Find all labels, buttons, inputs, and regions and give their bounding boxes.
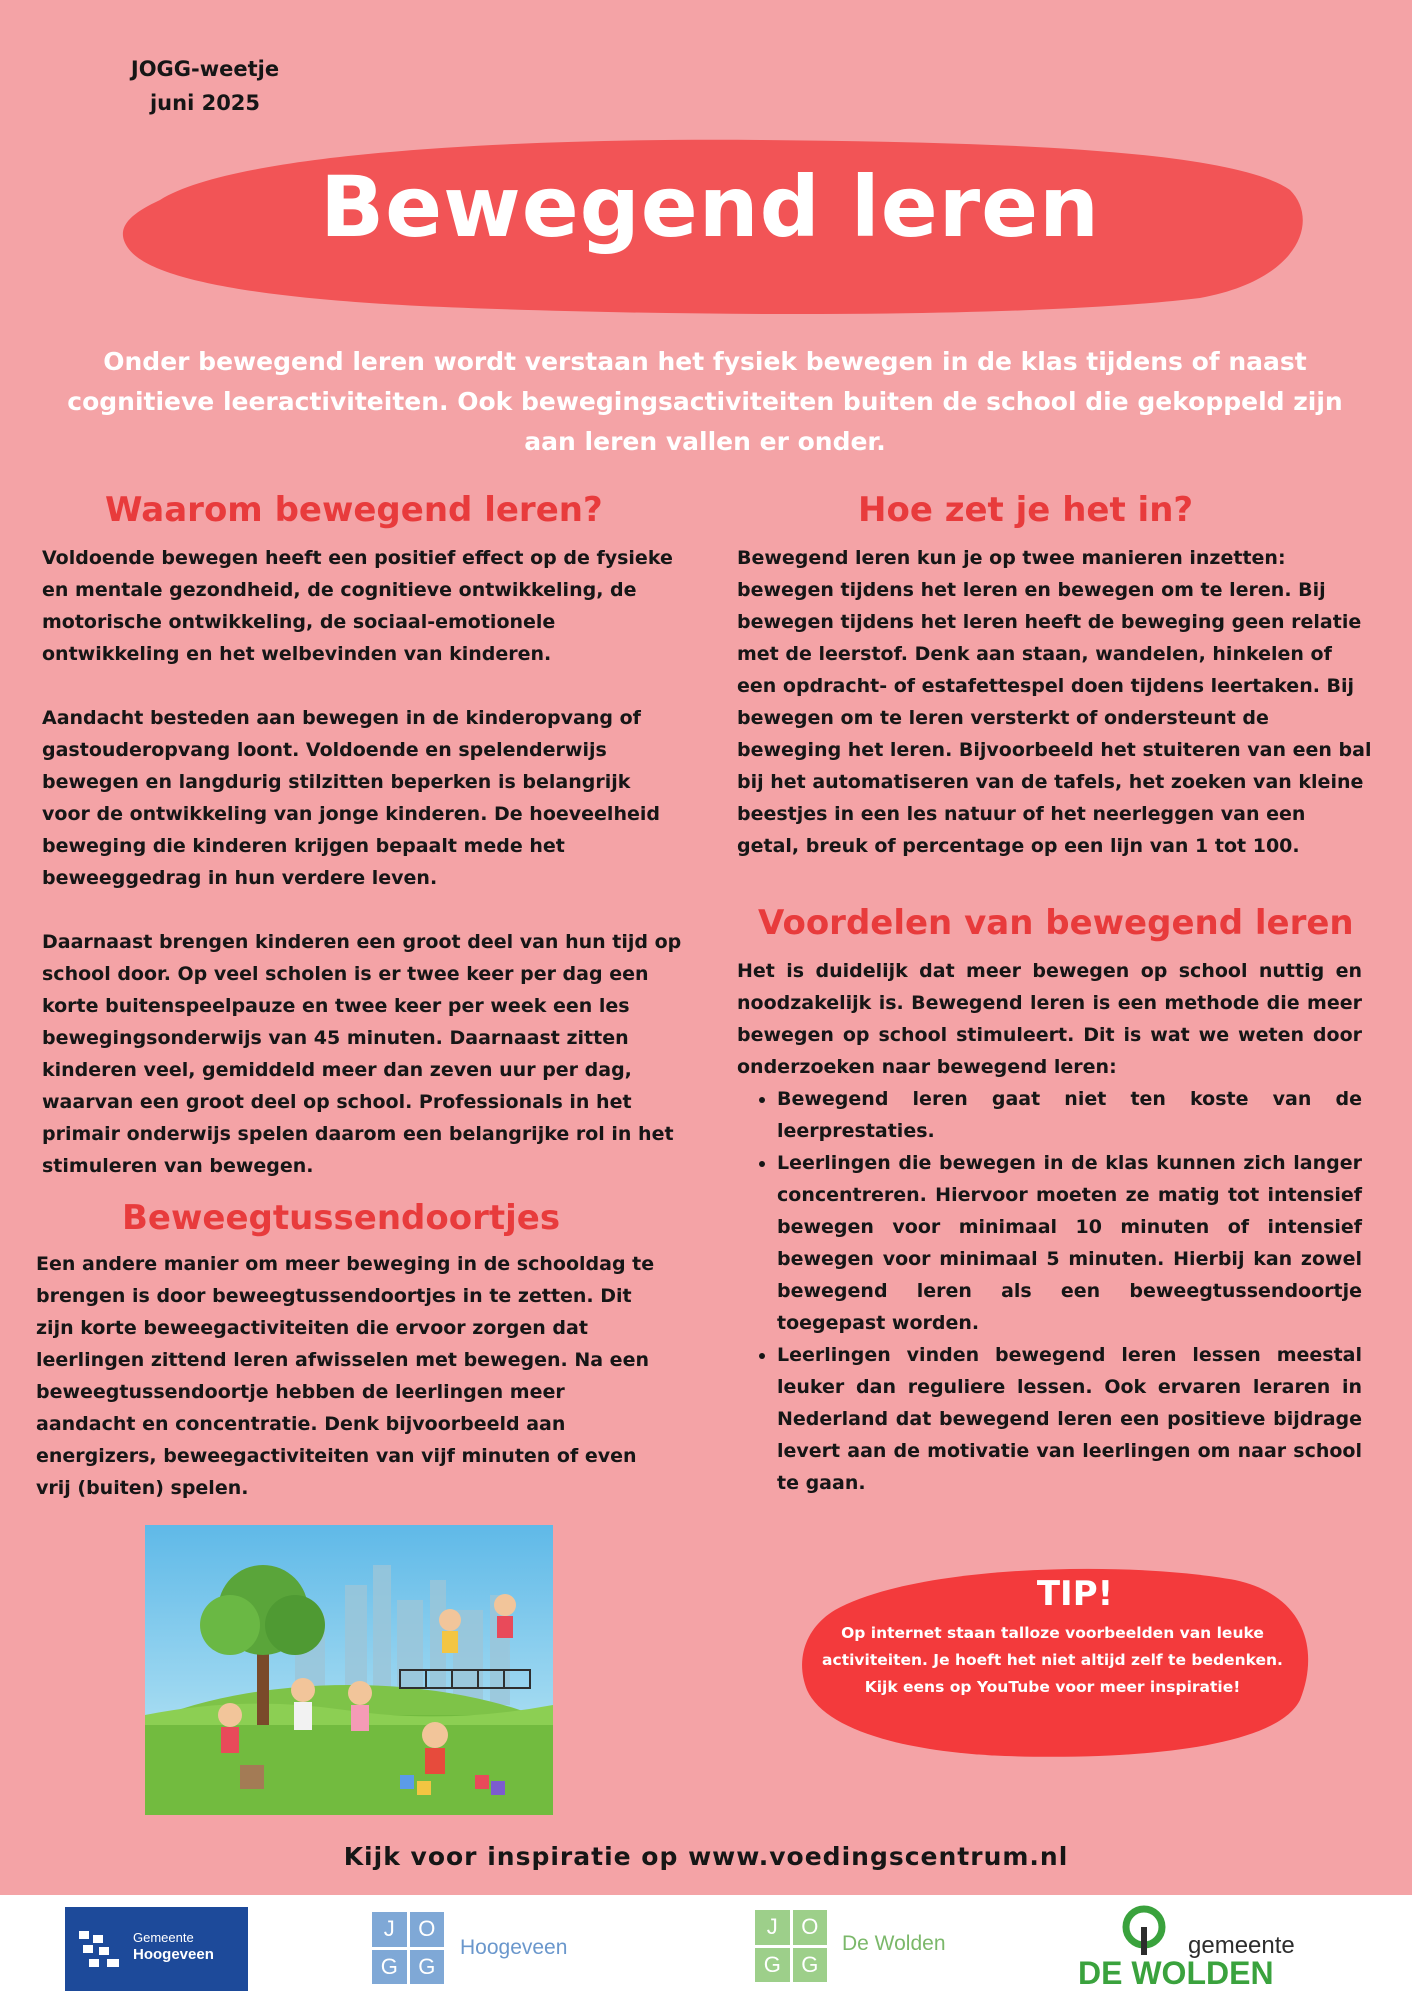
issue-date: juni 2025 xyxy=(149,91,261,115)
voordelen-body xyxy=(737,955,1362,1499)
inzetten-heading: Hoe zet je het in? xyxy=(858,490,1194,530)
hoogeveen-line1: Gemeente xyxy=(133,1930,194,1945)
inspiration-link[interactable]: Kijk voor inspiratie op www.voedingscentrum.nl xyxy=(343,1842,1069,1871)
tussendoortjes-heading: Beweegtussendoortjes xyxy=(122,1198,561,1238)
tussendoortjes-body: Een andere manier om meer beweging in de schooldag te brengen is door beweegtussendoortjes in te zetten. Dit zijn korte beweegactiviteiten die ervoor zorgen dat leerlingen zittend leren afwisselen met bewegen. Na een beweegtussendoortje hebben de leerlingen meer aandacht en concentratie. Denk bijvoorbeeld aan energizers, beweegactiviteiten van vijf minuten of even vrij (buiten) spelen. xyxy=(36,1253,655,1499)
list-item: • Leerlingen die bewegen in de klas kunnen zich langer concentreren. Hiervoor moeten ze matig tot intensief bewegen voor minimaal 10 minuten of intensief bewegen voor minimaal 5 minuten. Hierbij kan zowel bewegend leren als een beweegtussendoortje toegepast worden. xyxy=(777,1147,1362,1339)
jogg-hoogeveen-label: Hoogeveen xyxy=(460,1936,568,1959)
gemeente-hoogeveen-logo xyxy=(65,1907,248,1991)
waarom-paragraph: Daarnaast brengen kinderen een groot deel van hun tijd op school door. Op veel scholen is er twee keer per dag een korte buitenspeelpauze en twee keer per week een les bewegingsonderwijs van 45 minuten. Daarnaast zitten kinderen veel, gemiddeld meer dan zeven uur per dag, waarvan een groot deel op school. Professionals in het primair onderwijs spelen daarom een belangrijke rol in het stimuleren van bewegen. xyxy=(42,931,682,1177)
list-item: • Leerlingen vinden bewegend leren lessen meestal leuker dan reguliere lessen. Ook ervaren leraren in Nederland dat bewegend leren een positieve bijdrage levert aan de motivatie van leerlingen om naar school te gaan. xyxy=(777,1339,1362,1499)
issue-meta xyxy=(120,52,290,120)
wolden-line2: DE WOLDEN xyxy=(1078,1955,1274,1991)
list-item: • Bewegend leren gaat niet ten koste van de leerprestaties. xyxy=(777,1083,1362,1147)
series-label: JOGG-weetje xyxy=(130,57,280,81)
waarom-paragraph: Voldoende bewegen heeft een positief effect op de fysieke en mentale gezondheid, de cognitieve ontwikkeling, de motorische ontwikkeling, de sociaal-emotionele ontwikkeling en het welbevinden van kinderen. xyxy=(42,547,673,665)
hoogeveen-emblem-icon xyxy=(77,1929,123,1971)
waarom-heading: Waarom bewegend leren? xyxy=(105,490,603,530)
jogg-hoogeveen-logo: J O G G xyxy=(372,1912,444,1984)
intro-text: Onder bewegend leren wordt verstaan het fysiek bewegen in de klas tijdens of naast cognitieve leeractiviteiten. Ook bewegingsactiviteiten buiten de school die gekoppeld zijn aan leren vallen er onder. xyxy=(67,347,1343,456)
page-title: Bewegend leren xyxy=(320,158,1100,256)
hoogeveen-line2: Hoogeveen xyxy=(133,1946,214,1963)
voordelen-heading: Voordelen van bewegend leren xyxy=(758,903,1354,943)
tip-title: TIP! xyxy=(1036,1574,1114,1614)
children-playing-illustration xyxy=(145,1525,553,1815)
voordelen-intro: Het is duidelijk dat meer bewegen op school nuttig en noodzakelijk is. Bewegend leren is een methode die meer bewegen op school stimuleert. Dit is wat we weten door onderzoeken naar bewegend leren: xyxy=(737,960,1362,1078)
waarom-body xyxy=(42,542,682,1214)
wolden-tree-icon xyxy=(1118,1905,1170,1957)
voordelen-list xyxy=(737,1083,1362,1499)
waarom-paragraph: Aandacht besteden aan bewegen in de kinderopvang of gastouderopvang loont. Voldoende en spelenderwijs bewegen en langdurig stilzitten beperken is belangrijk voor de ontwikkeling van jonge kinderen. De hoeveelheid beweging die kinderen krijgen bepaalt mede het beweeggedrag in hun verdere leven. xyxy=(42,707,660,889)
jogg-wolden-label: De Wolden xyxy=(842,1932,946,1955)
wolden-line1: gemeente xyxy=(1188,1932,1295,1959)
jogg-wolden-logo: J O G G xyxy=(755,1910,827,1982)
inzetten-body: Bewegend leren kun je op twee manieren inzetten: bewegen tijdens het leren en bewegen om te leren. Bij bewegen tijdens het leren heeft de beweging geen relatie met de leerstof. Denk aan staan, wandelen, hinkelen of een opdracht- of estafettespel doen tijdens leertaken. Bij bewegen om te leren versterkt of ondersteunt de beweging het leren. Bijvoorbeeld het stuiteren van een bal bij het automatiseren van de tafels, het zoeken van kleine beestjes in een les natuur of het neerleggen van een getal, breuk of percentage op een lijn van 1 tot 100. xyxy=(737,547,1372,857)
tip-text: Op internet staan talloze voorbeelden van leuke activiteiten. Je hoeft het niet altijd zelf te bedenken. Kijk eens op YouTube voor meer inspiratie! xyxy=(822,1624,1283,1696)
